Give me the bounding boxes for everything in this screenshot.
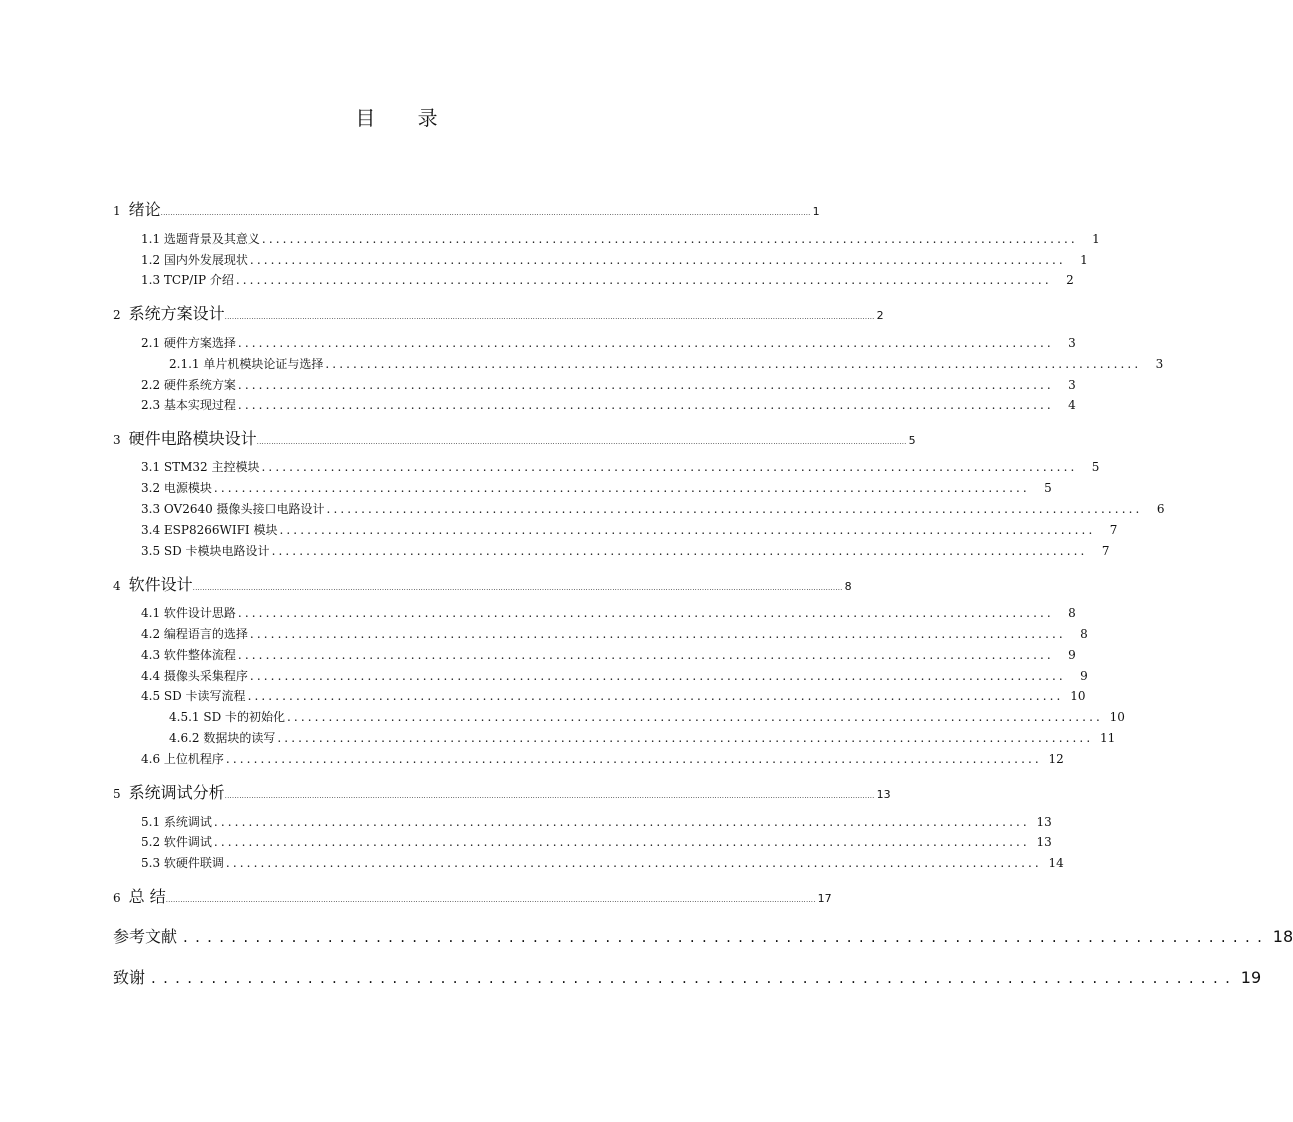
references-title: 参考文献 bbox=[113, 927, 178, 946]
toc-section-2-3[interactable] bbox=[141, 396, 1076, 413]
page-number: 17 bbox=[817, 892, 832, 905]
dot-leader: ...................................................................................................................... bbox=[237, 606, 1054, 620]
page-number: 11 bbox=[1099, 731, 1116, 745]
section-title: 2.1 硬件方案选择 bbox=[141, 336, 236, 350]
toc-section-1-2[interactable] bbox=[141, 251, 1088, 268]
dot-leader: ...................................................................................................................... bbox=[225, 856, 1042, 870]
toc-chapter-6[interactable] bbox=[113, 884, 832, 907]
dot-leader: ...................................................................................................................... bbox=[325, 357, 1142, 371]
toc-section-1-1[interactable] bbox=[141, 230, 1100, 247]
page-number: 8 bbox=[1080, 627, 1088, 641]
page-number: 1 bbox=[1080, 253, 1088, 267]
dot-leader: ............................................................................................................................................................................................................................................................................ bbox=[224, 313, 875, 321]
chapter-number: 1 bbox=[113, 204, 121, 218]
subsection-title: 4.5.1 SD 卡的初始化 bbox=[169, 710, 286, 724]
chapter-title: 软件设计 bbox=[128, 575, 193, 594]
toc-section-5-1[interactable] bbox=[141, 813, 1052, 830]
section-title: 4.6 上位机程序 bbox=[141, 752, 224, 766]
dot-leader: ...................................................................................................................... bbox=[225, 752, 1042, 766]
page-number: 10 bbox=[1070, 689, 1086, 703]
dot-leader: ...................................................................................................................... bbox=[213, 815, 1030, 829]
dot-leader: ...................................................................................................................... bbox=[249, 627, 1066, 641]
page-number: 5 bbox=[908, 434, 916, 447]
section-title: 3.4 ESP8266WIFI 模块 bbox=[141, 523, 278, 537]
page-number: 7 bbox=[1109, 523, 1118, 537]
chapter-title: 系统方案设计 bbox=[128, 304, 225, 323]
page-number: 3 bbox=[1068, 378, 1076, 392]
page-number: 8 bbox=[844, 580, 852, 593]
toc-section-3-2[interactable] bbox=[141, 479, 1052, 496]
dot-leader: ............................................................................................................................................................................................................................................................................ bbox=[165, 896, 816, 904]
page-number: 12 bbox=[1048, 752, 1064, 766]
toc-section-3-1[interactable] bbox=[141, 458, 1100, 475]
chapter-title: 绪论 bbox=[128, 200, 161, 219]
page-number: 8 bbox=[1068, 606, 1076, 620]
toc-chapter-4[interactable] bbox=[113, 572, 852, 595]
toc-section-2-2[interactable] bbox=[141, 376, 1076, 393]
page-number: 18 bbox=[1272, 927, 1293, 946]
page-number: 1 bbox=[1092, 232, 1100, 246]
section-title: 4.1 软件设计思路 bbox=[141, 606, 236, 620]
dot-leader: ...................................................................................................................... bbox=[237, 648, 1054, 662]
section-title: 1.2 国内外发展现状 bbox=[141, 253, 248, 267]
chapter-title: 总 结 bbox=[128, 887, 166, 906]
toc-section-4-6[interactable] bbox=[141, 750, 1064, 767]
section-title: 1.1 选题背景及其意义 bbox=[141, 232, 260, 246]
page-number: 19 bbox=[1240, 968, 1262, 987]
section-title: 5.1 系统调试 bbox=[141, 815, 212, 829]
section-title: 5.3 软硬件联调 bbox=[141, 856, 224, 870]
section-title: 5.2 软件调试 bbox=[141, 835, 212, 849]
toc-section-1-3[interactable] bbox=[141, 271, 1074, 288]
toc-chapter-1[interactable] bbox=[113, 197, 820, 220]
page-title: 目 录 bbox=[355, 106, 456, 130]
dot-leader: ...................................................................................................................... bbox=[213, 835, 1030, 849]
dot-leader: ...................................................................................................................... bbox=[249, 669, 1066, 683]
page-number: 4 bbox=[1068, 398, 1076, 412]
toc-section-5-3[interactable] bbox=[141, 854, 1064, 871]
dot-leader: ............................................................................................................................................................................................................................................................................ bbox=[160, 209, 811, 217]
section-title: 4.3 软件整体流程 bbox=[141, 648, 236, 662]
dot-leader: .......................................................................................... bbox=[151, 969, 1238, 987]
dot-leader: ...................................................................................................................... bbox=[326, 502, 1143, 516]
subsection-title: 4.6.2 数据块的读写 bbox=[169, 731, 276, 745]
page-number: 2 bbox=[1066, 273, 1074, 287]
chapter-number: 4 bbox=[113, 579, 121, 593]
dot-leader: ...................................................................................................................... bbox=[271, 544, 1088, 558]
dot-leader: .......................................................................................... bbox=[183, 928, 1270, 946]
subsection-title: 2.1.1 单片机模块论证与选择 bbox=[169, 357, 324, 371]
page-number: 13 bbox=[1036, 815, 1052, 829]
page-number: 2 bbox=[876, 309, 884, 322]
section-title: 3.5 SD 卡模块电路设计 bbox=[141, 544, 270, 558]
dot-leader: ...................................................................................................................... bbox=[277, 731, 1094, 745]
section-title: 3.1 STM32 主控模块 bbox=[141, 460, 260, 474]
dot-leader: ...................................................................................................................... bbox=[237, 378, 1054, 392]
dot-leader: ...................................................................................................................... bbox=[247, 689, 1064, 703]
toc-section-5-2[interactable] bbox=[141, 833, 1052, 850]
page-number: 7 bbox=[1101, 544, 1110, 558]
dot-leader: ...................................................................................................................... bbox=[261, 460, 1078, 474]
page-number: 5 bbox=[1091, 460, 1100, 474]
section-title: 4.4 摄像头采集程序 bbox=[141, 669, 248, 683]
toc-acknowledgements[interactable] bbox=[113, 965, 1262, 988]
section-title: 2.3 基本实现过程 bbox=[141, 398, 236, 412]
page-number: 9 bbox=[1068, 648, 1076, 662]
page-number: 13 bbox=[1036, 835, 1052, 849]
dot-leader: ...................................................................................................................... bbox=[249, 253, 1066, 267]
toc-chapter-2[interactable] bbox=[113, 301, 884, 324]
toc-references[interactable] bbox=[113, 924, 1293, 947]
toc-subsection-4-6-2[interactable] bbox=[169, 729, 1116, 746]
chapter-number: 6 bbox=[113, 891, 121, 905]
toc-section-2-1[interactable] bbox=[141, 334, 1076, 351]
page-number: 1 bbox=[812, 205, 820, 218]
toc-subsection-4-5-1[interactable] bbox=[169, 708, 1125, 725]
toc-section-3-3[interactable] bbox=[141, 500, 1165, 517]
section-title: 1.3 TCP/IP 介绍 bbox=[141, 273, 234, 287]
toc-section-4-1[interactable] bbox=[141, 604, 1076, 621]
section-title: 2.2 硬件系统方案 bbox=[141, 378, 236, 392]
page-number: 3 bbox=[1155, 357, 1164, 371]
chapter-number: 3 bbox=[113, 433, 121, 447]
toc-subsection-2-1-1[interactable] bbox=[169, 355, 1164, 372]
toc-section-3-5[interactable] bbox=[141, 542, 1110, 559]
dot-leader: ............................................................................................................................................................................................................................................................................ bbox=[192, 584, 843, 592]
toc-section-4-4[interactable] bbox=[141, 667, 1088, 684]
chapter-number: 5 bbox=[113, 787, 121, 801]
page-number: 3 bbox=[1068, 336, 1076, 350]
dot-leader: ...................................................................................................................... bbox=[279, 523, 1096, 537]
page-number: 9 bbox=[1080, 669, 1088, 683]
chapter-title: 系统调试分析 bbox=[128, 783, 225, 802]
section-title: 3.3 OV2640 摄像头接口电路设计 bbox=[141, 502, 325, 516]
toc-section-3-4[interactable] bbox=[141, 521, 1118, 538]
acknowledgements-title: 致谢 bbox=[113, 968, 146, 987]
dot-leader: ...................................................................................................................... bbox=[261, 232, 1078, 246]
dot-leader: ............................................................................................................................................................................................................................................................................ bbox=[224, 792, 875, 800]
toc-section-4-3[interactable] bbox=[141, 646, 1076, 663]
section-title: 4.5 SD 卡读写流程 bbox=[141, 689, 246, 703]
dot-leader: ...................................................................................................................... bbox=[235, 273, 1052, 287]
page-number: 6 bbox=[1156, 502, 1165, 516]
section-title: 3.2 电源模块 bbox=[141, 481, 212, 495]
dot-leader: ............................................................................................................................................................................................................................................................................ bbox=[256, 438, 907, 446]
page-number: 13 bbox=[876, 788, 891, 801]
page-number: 5 bbox=[1044, 481, 1052, 495]
toc-chapter-5[interactable] bbox=[113, 780, 891, 803]
toc-section-4-2[interactable] bbox=[141, 625, 1088, 642]
dot-leader: ...................................................................................................................... bbox=[237, 336, 1054, 350]
dot-leader: ...................................................................................................................... bbox=[287, 710, 1103, 724]
dot-leader: ...................................................................................................................... bbox=[237, 398, 1054, 412]
page-number: 10 bbox=[1109, 710, 1125, 724]
page-number: 14 bbox=[1048, 856, 1064, 870]
chapter-title: 硬件电路模块设计 bbox=[128, 429, 257, 448]
chapter-number: 2 bbox=[113, 308, 121, 322]
dot-leader: ...................................................................................................................... bbox=[213, 481, 1030, 495]
section-title: 4.2 编程语言的选择 bbox=[141, 627, 248, 641]
toc-section-4-5[interactable] bbox=[141, 687, 1086, 704]
toc-chapter-3[interactable] bbox=[113, 426, 916, 449]
